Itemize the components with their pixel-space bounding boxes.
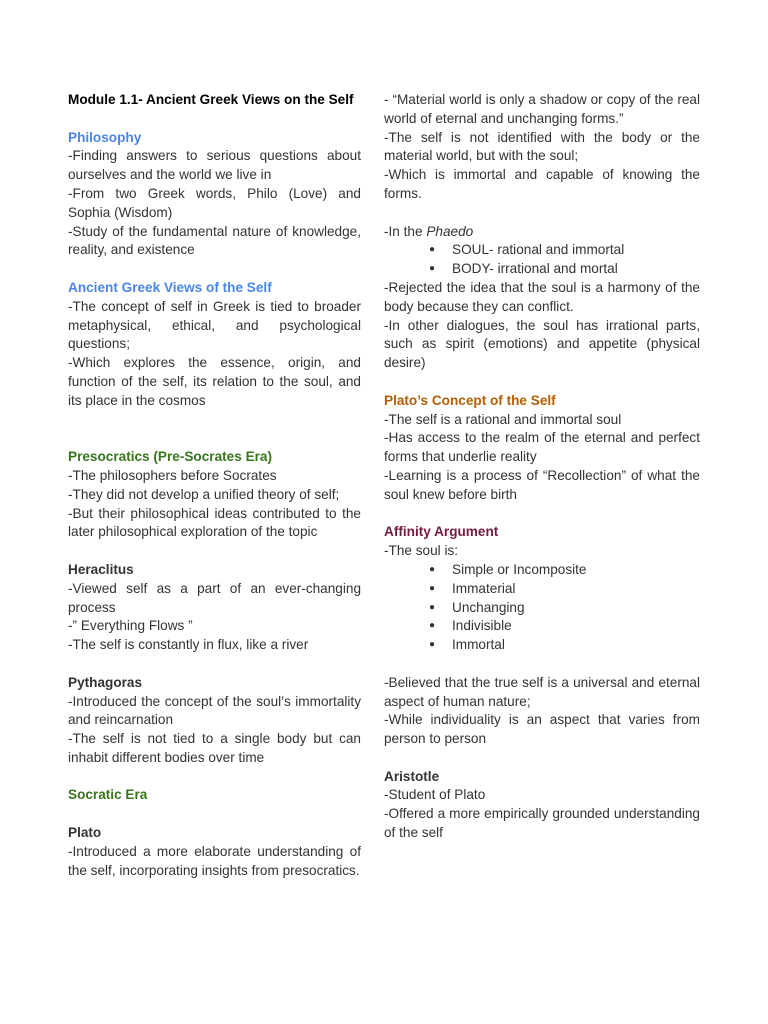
text-line: -While individuality is an aspect that varies from person to person [384,712,700,747]
text-line: -The philosophers before Socrates [68,467,277,483]
text-line: - “Material world is only a shadow or copy of the real world of eternal and unchanging forms.” [384,92,700,126]
right-column [384,91,700,843]
phaedo-title: Phaedo [426,223,474,239]
phaedo-intro [384,223,700,242]
text-line: -The self is not tied to a single body but can inhabit different bodies over time [68,731,361,765]
text-line: -Introduced a more elaborate understanding of the self, incorporating insights from presocratics. [68,843,361,878]
text-line: -In other dialogues, the soul has irrational parts, such as spirit (emotions) and appetite (physical desire) [384,317,700,371]
list-item: ● Immaterial [384,580,700,599]
document-title: Module 1.1- Ancient Greek Views on the Self [68,92,354,107]
list-item: ● Indivisible [384,617,700,636]
text-line: -The concept of self in Greek is tied to broader metaphysical, ethical, and psychological questions; [68,298,361,352]
text-line: -They did not develop a unified theory of self; [68,486,340,502]
list-item: ● BODY- irrational and mortal [384,260,700,279]
text-line: -Finding answers to serious questions about ourselves and the world we live in [68,148,361,183]
affinity-bullet-list [384,561,700,655]
text-line: -Study of the fundamental nature of knowledge, reality, and existence [68,223,361,258]
text-line: -” Everything Flows ” [68,618,193,634]
text-line: -The self is a rational and immortal soul [384,411,622,427]
heading-plato: Plato [68,825,102,841]
heading-presocratics: Presocratics (Pre-Socrates Era) [68,449,273,465]
text-line: -Believed that the true self is a universal and eternal aspect of human nature; [384,674,700,709]
text-line: -Learning is a process of “Recollection” of what the soul knew before birth [384,467,700,502]
text-line: -The self is not identified with the body or the material world, but with the soul; [384,129,700,164]
text-line: -The self is constantly in flux, like a river [68,637,309,653]
heading-pythagoras: Pythagoras [68,674,143,690]
text-line: -The soul is: [384,543,459,559]
heading-socratic-era: Socratic Era [68,787,148,803]
list-item: ● Unchanging [384,599,700,618]
list-item: ● Immortal [384,636,700,655]
heading-philosophy: Philosophy [68,129,142,145]
text-line: -Rejected the idea that the soul is a harmony of the body because they can conflict. [384,279,700,314]
heading-aristotle: Aristotle [384,768,440,784]
left-column [68,91,361,880]
heading-platos-concept: Plato’s Concept of the Self [384,392,556,408]
text-line: -Offered a more empirically grounded understanding of the self [384,806,700,841]
text-line: -But their philosophical ideas contributed to the later philosophical exploration of the topic [68,505,361,540]
heading-heraclitus: Heraclitus [68,561,134,577]
heading-affinity-argument: Affinity Argument [384,524,499,540]
heading-ancient-greek-views: Ancient Greek Views of the Self [68,279,272,295]
phaedo-prefix: -In the [384,223,427,239]
text-line: -Which is immortal and capable of knowing the forms. [384,167,700,201]
text-line: -From two Greek words, Philo (Love) and Sophia (Wisdom) [68,185,361,220]
text-line: -Student of Plato [384,787,486,803]
text-line: -Has access to the realm of the eternal and perfect forms that underlie reality [384,430,700,465]
list-item: ● Simple or Incomposite [384,561,700,580]
text-line: -Viewed self as a part of an ever-changing process [68,580,361,615]
phaedo-bullet-list [384,241,700,279]
text-line: -Which explores the essence, origin, and function of the self, its relation to the soul, and its place in the cosmos [68,355,361,408]
text-line: -Introduced the concept of the soul’s immortality and reincarnation [68,693,361,728]
list-item: ● SOUL- rational and immortal [384,241,700,260]
